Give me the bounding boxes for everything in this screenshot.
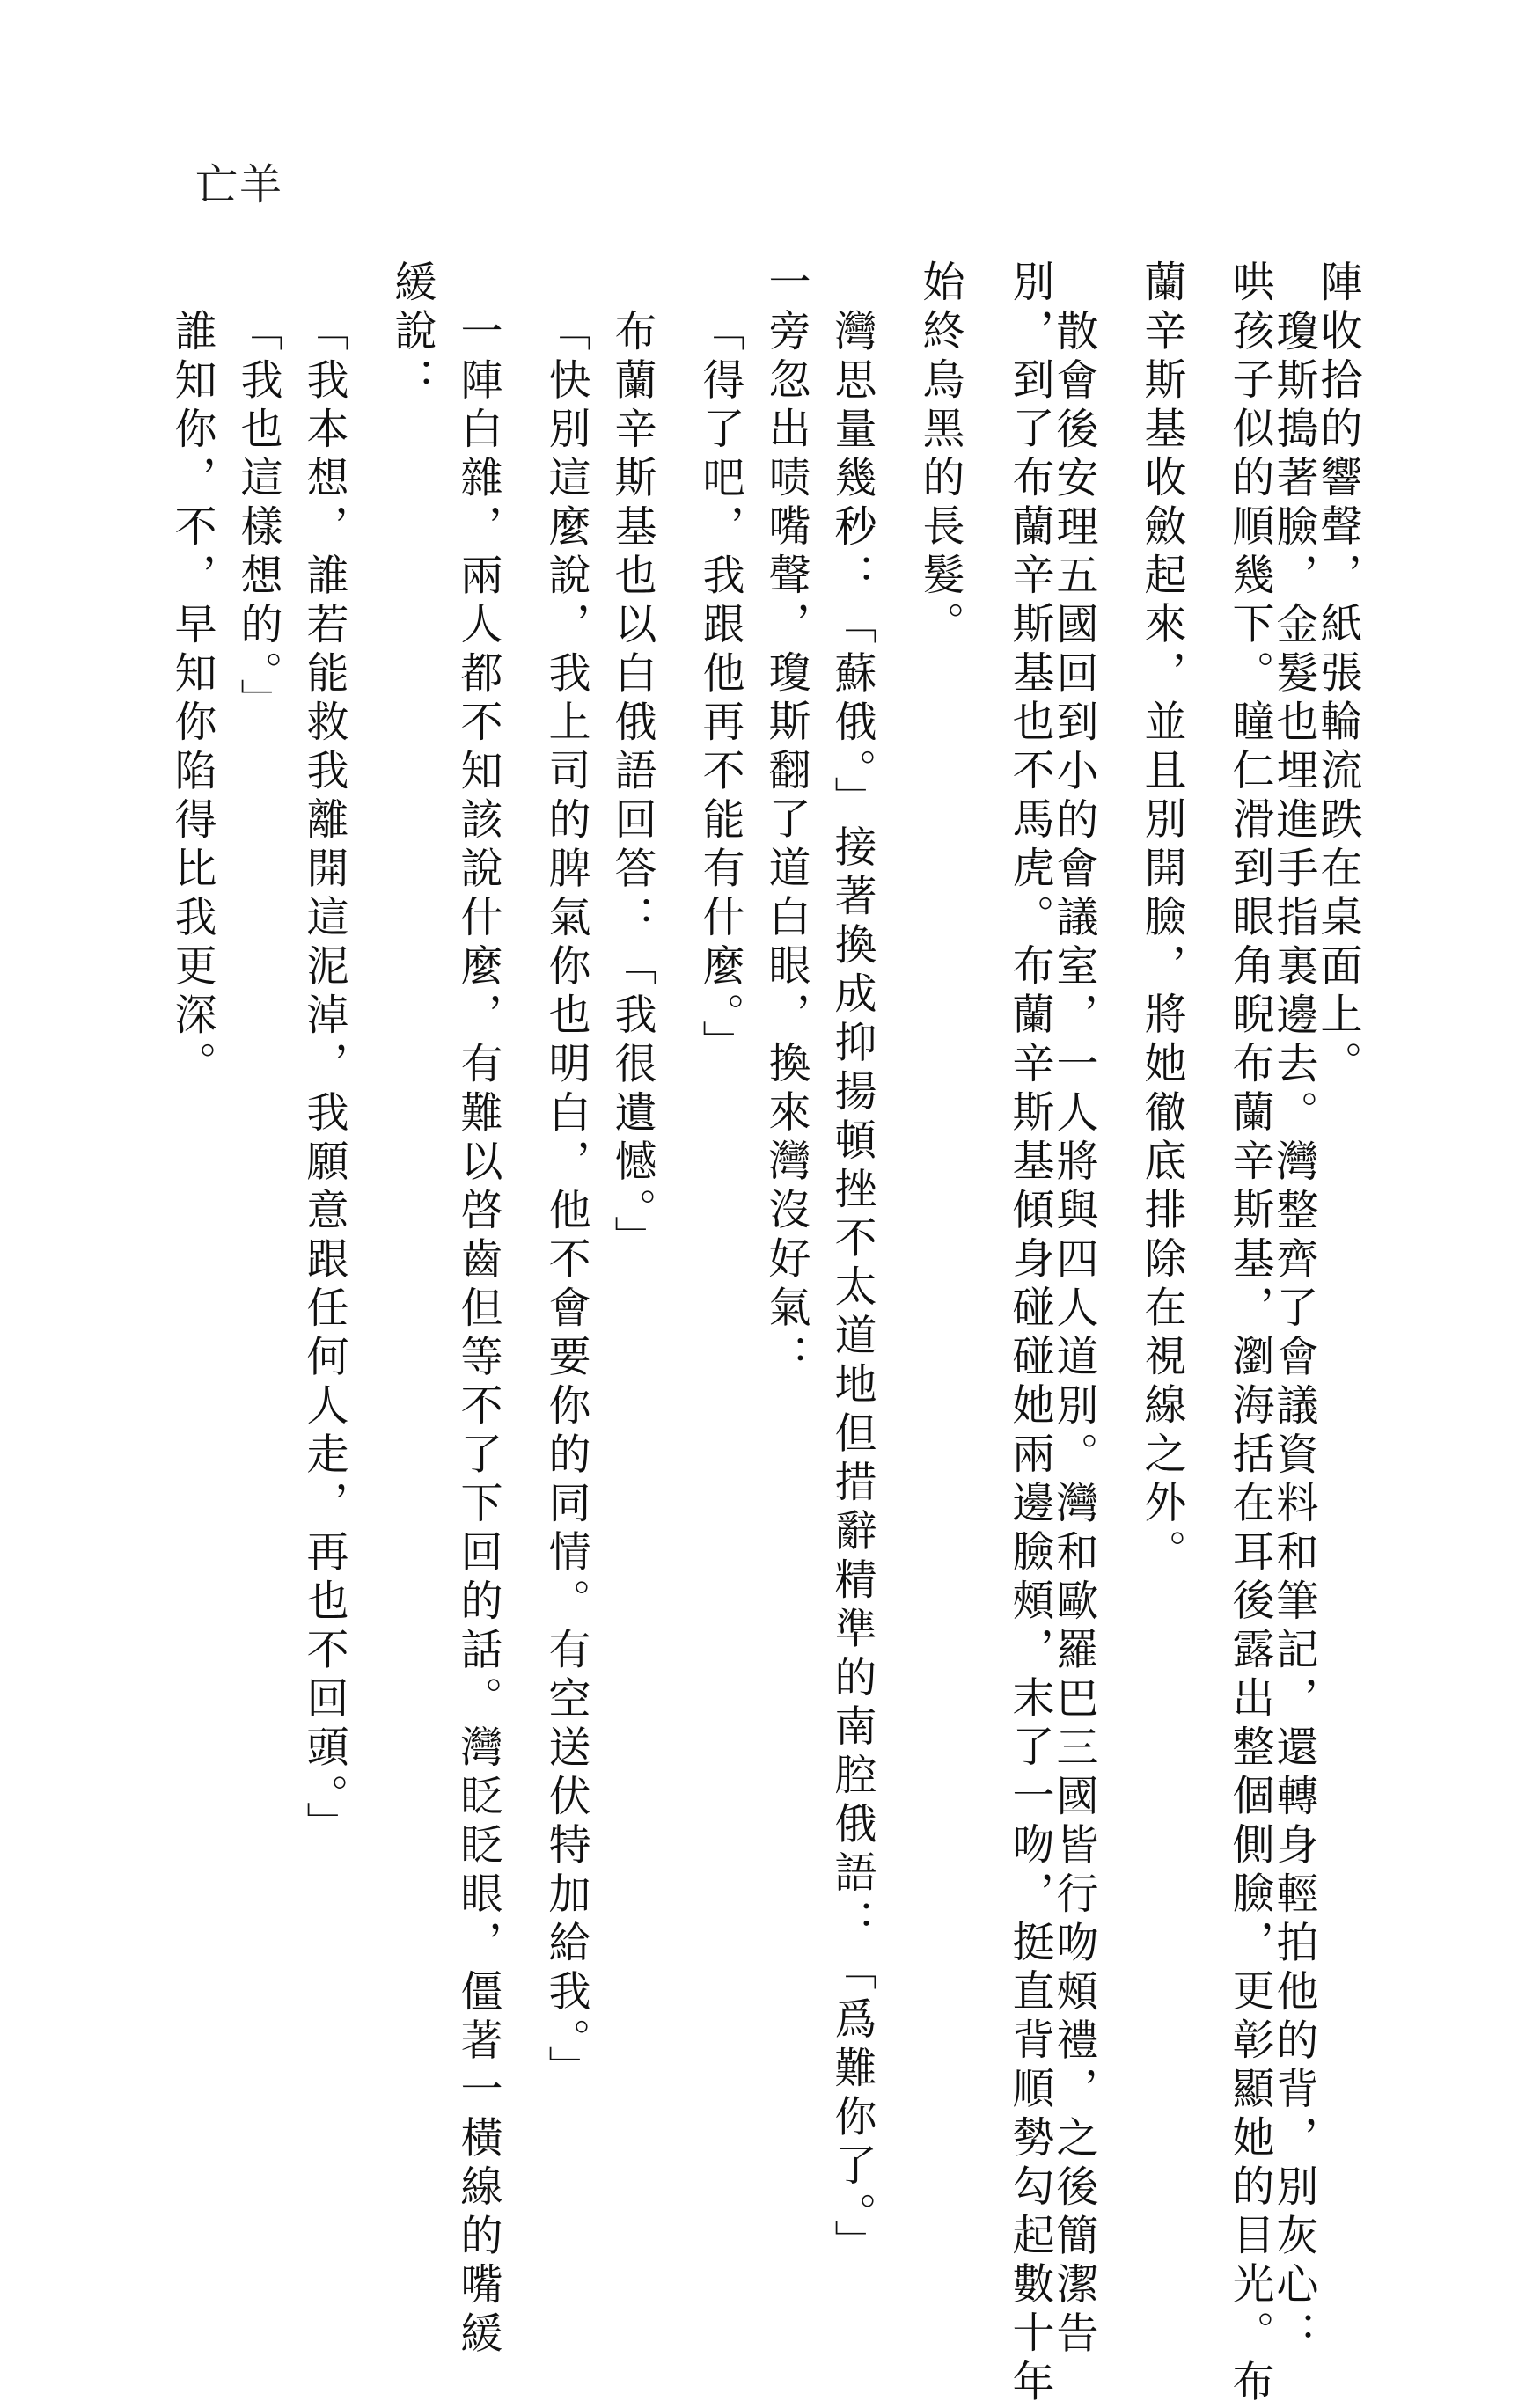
text-column-5: 散會後安理五國回到小的會議室，一人將與四人道別。灣和歐羅巴三國皆行吻頰禮，之後簡潔告 bbox=[1049, 309, 1098, 2360]
text-column-15: 「我本想，誰若能救我離開這泥淖，我願意跟任何人走，再也不回頭。」 bbox=[299, 309, 348, 1850]
text-column-4: 蘭辛斯基收斂起來，並且別開臉，將她徹底排除在視線之外。 bbox=[1137, 260, 1186, 1578]
text-column-6: 別，到了布蘭辛斯基也不馬虎。布蘭辛斯基傾身碰碰她兩邊臉頰，末了一吻，挺直背順勢勾起數十年 bbox=[1005, 260, 1054, 2408]
text-column-17: 誰知你，不，早知你陷得比我更深。 bbox=[167, 309, 216, 1090]
running-head: 亡羊 bbox=[195, 160, 284, 209]
text-column-7: 始終烏黑的長髮。 bbox=[915, 260, 964, 650]
text-column-3: 哄孩子似的順幾下。瞳仁滑到眼角睨布蘭辛斯基，瀏海括在耳後露出整個側臉，更彰顯她的目光。布 bbox=[1225, 260, 1274, 2408]
text-column-16: 「我也這樣想的。」 bbox=[233, 309, 282, 728]
text-column-2: 瓊斯搗著臉，金髮也埋進手指裏邊去。灣整齊了會議資料和筆記，還轉身輕拍他的背，別灰心： bbox=[1269, 309, 1318, 2360]
text-column-11: 布蘭辛斯基也以白俄語回答：「我很遺憾。」 bbox=[607, 309, 656, 1264]
text-column-13: 一陣白雜，兩人都不知該說什麼，有難以啓齒但等不了下回的話。灣眨眨眼，僵著一橫線的嘴緩 bbox=[453, 309, 502, 2360]
text-column-1: 陣收拾的響聲，紙張輪流跌在桌面上。 bbox=[1313, 260, 1362, 1090]
text-column-9: 一旁忽出啧嘴聲，瓊斯翻了道白眼，換來灣沒好氣： bbox=[761, 260, 810, 1383]
text-column-10: 「得了吧，我跟他再不能有什麼。」 bbox=[695, 309, 744, 1069]
text-column-14: 緩說： bbox=[387, 260, 436, 406]
text-column-12: 「快別這麼說，我上司的脾氣你也明白，他不會要你的同情。有空送伏特加給我。」 bbox=[541, 309, 590, 2095]
text-column-8: 灣思量幾秒：「蘇俄。」接著換成抑揚頓挫不太道地但措辭精準的南腔俄語：「爲難你了。」 bbox=[827, 309, 876, 2269]
